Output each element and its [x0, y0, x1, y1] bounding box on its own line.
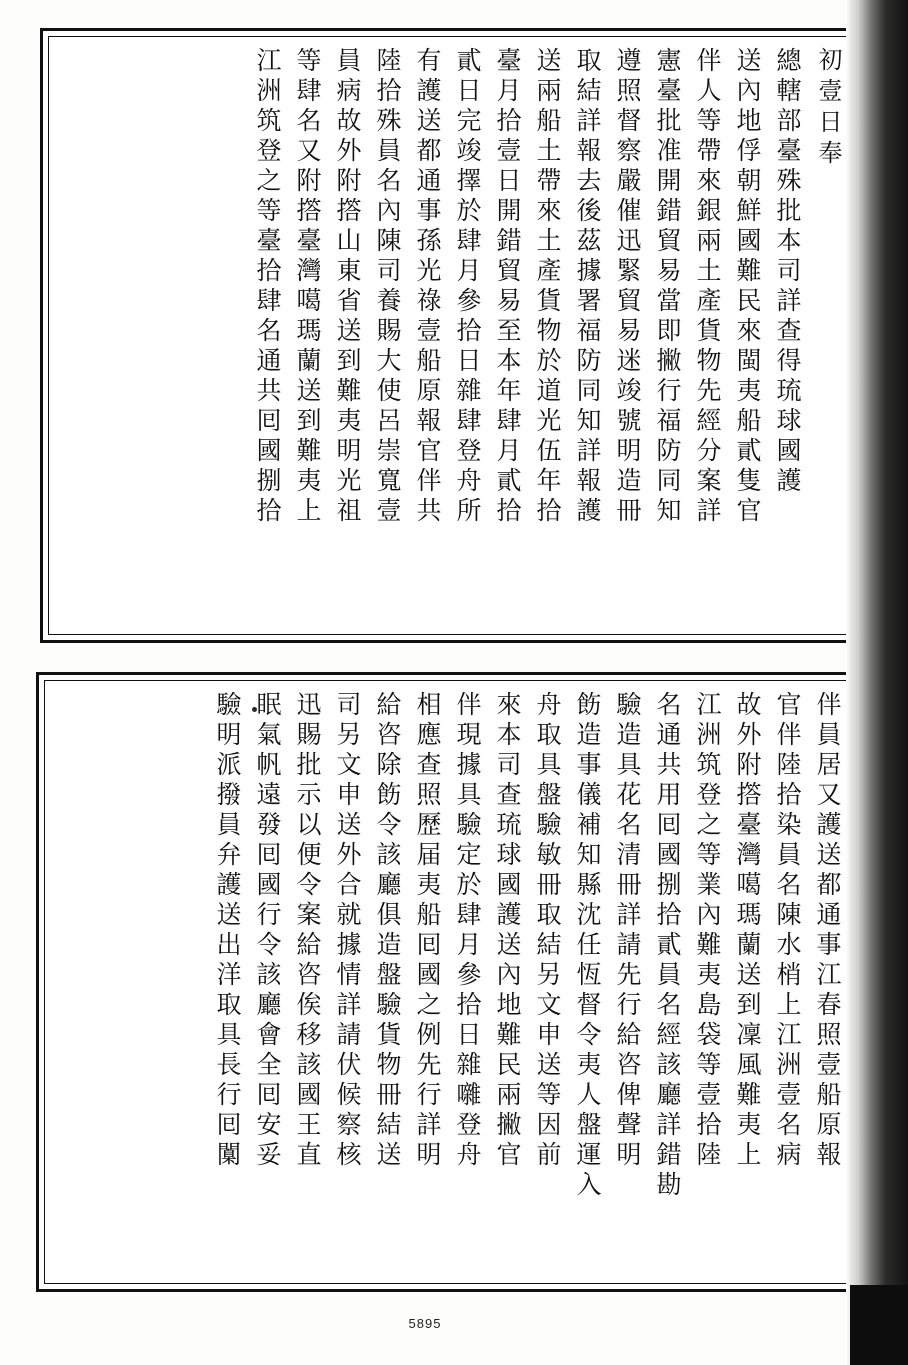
text-column: 有護送都通事孫光祿壹船原報官伴共 [413, 47, 442, 527]
text-column: 迅賜批示以便令案給咨俟移該國王直 [293, 691, 322, 1171]
book-gutter-shadow-bottom [850, 1285, 908, 1365]
text-column: 陸拾殊員名內陳司養賜大使呂崇寬壹 [373, 47, 402, 527]
text-column: 舟取具盤驗敏冊取結另文申送等因前 [533, 691, 562, 1171]
text-column: 送內地俘朝鮮國難民來閩夷船貳隻官 [733, 47, 762, 527]
text-column: 江洲筑登之等業內難夷島袋等壹拾陸 [693, 691, 722, 1171]
vertical-columns-upper [61, 47, 847, 624]
text-column: 臺月拾壹日開錯貿易至本年肆月貳拾 [493, 47, 522, 527]
text-column: 給咨除飭令該廳俱造盤驗貨物冊結送 [373, 691, 402, 1171]
text-column: 送兩船土帶來土產貨物於道光伍年拾 [533, 47, 562, 527]
text-column: 伴人等帶來銀兩土產貨物先經分案詳 [693, 47, 722, 527]
text-block-upper [40, 28, 868, 643]
text-block-lower [36, 672, 868, 1292]
text-column: 相應查照歷届夷船囘國之例先行詳明 [413, 691, 442, 1171]
text-column: 初壹日奉 [814, 47, 842, 171]
text-column: 眠氣帆遠發囘國行令該廳會全囘安妥 [253, 691, 282, 1171]
text-column: 貳日完竣擇於肆月參拾日雜肆登舟所 [453, 47, 482, 527]
vertical-columns-lower [57, 691, 847, 1273]
text-column: 飭造事儀補知縣沈任恆督令夷人盤運入 [573, 691, 602, 1201]
text-column: 取結詳報去後茲據署福防同知詳報護 [573, 47, 602, 527]
book-gutter-shadow [850, 0, 908, 1365]
text-column: 員病故外附撘山東省送到難夷明光祖 [333, 47, 362, 527]
text-column: 伴員居又護送都通事江春照壹船原報 [813, 691, 842, 1171]
text-column: 江洲筑登之等臺拾肆名通共囘國捌拾 [253, 47, 282, 527]
text-column: 總轄部臺殊批本司詳查得琉球國護 [773, 47, 802, 497]
text-column: 司另文申送外合就據情詳請伏候察核 [333, 691, 362, 1171]
text-column: 名通共用囘國捌拾貳員名經該廳詳錯勘 [653, 691, 682, 1201]
text-column: 驗造具花名清冊詳請先行給咨俾聲明 [613, 691, 642, 1171]
text-column: 伴現據具驗定於肆月參拾日雜囃登舟 [453, 691, 482, 1171]
text-column: 來本司查琉球國護送內地難民兩撇官 [493, 691, 522, 1171]
text-column: 等肆名又附撘臺灣噶瑪蘭送到難夷上 [293, 47, 322, 527]
text-column: 憲臺批准開錯貿易當即撇行福防同知 [653, 47, 682, 527]
text-column: 驗明派撥員弁護送出洋取具長行囘闑 [213, 691, 242, 1171]
page-number: 5895 [408, 1316, 442, 1331]
text-column: 故外附撘臺灣噶瑪蘭送到凜風難夷上 [733, 691, 762, 1171]
text-column: 遵照督察嚴催迅緊貿易迷竣號明造冊 [613, 47, 642, 527]
text-column: 官伴陸拾染員名陳水梢上江洲壹名病 [773, 691, 802, 1171]
